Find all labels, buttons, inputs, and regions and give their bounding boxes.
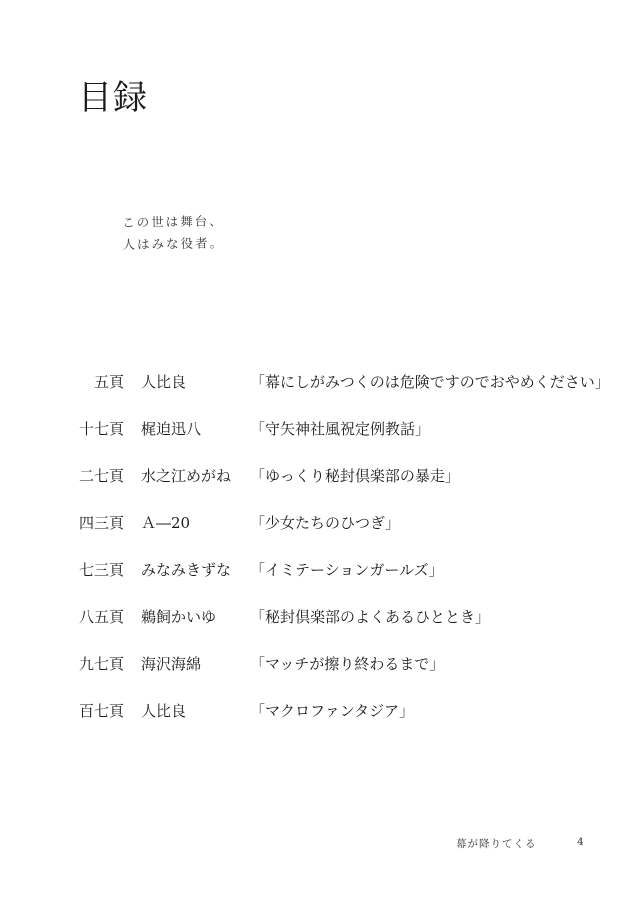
- running-footer-title: 幕が降りてくる: [456, 838, 537, 850]
- toc-author: 人比良: [141, 702, 187, 720]
- toc-work-title: 「秘封倶楽部のよくあるひととき」: [250, 608, 491, 626]
- toc-page-number: 百七頁: [78, 702, 124, 720]
- toc-work-title: 「イミテーションガールズ」: [250, 561, 444, 579]
- toc-author: 梶迫迅八: [141, 420, 202, 438]
- toc-page-number: 四三頁: [78, 514, 124, 532]
- toc-author: 海沢海綿: [141, 655, 202, 673]
- toc-work-title: 「ゆっくり秘封倶楽部の暴走」: [250, 467, 460, 485]
- toc-work-title: 「幕にしがみつくのは危険ですのでおやめください」: [250, 373, 610, 391]
- toc-page-number: 九七頁: [78, 655, 124, 673]
- table-of-contents: [0, 372, 642, 748]
- handwritten-epigraph: [122, 210, 224, 256]
- toc-author: みなみきずな: [141, 561, 232, 579]
- toc-work-title: 「マクロファンタジア」: [250, 702, 415, 720]
- epigraph-line: 人はみな役者。: [122, 235, 225, 252]
- toc-work-title: 「守矢神社風祝定例教話」: [250, 420, 431, 438]
- toc-entry: [0, 466, 642, 513]
- toc-page-number: 七三頁: [78, 561, 124, 579]
- toc-author: 人比良: [141, 373, 187, 391]
- toc-entry: [0, 419, 642, 466]
- page-number: 4: [577, 836, 584, 848]
- toc-entry: [0, 513, 642, 560]
- toc-author: 水之江めがね: [141, 467, 232, 485]
- epigraph-line: この世は舞台、: [122, 213, 224, 230]
- toc-entry: [0, 607, 642, 654]
- toc-entry: [0, 372, 642, 419]
- toc-entry: [0, 654, 642, 701]
- toc-author: Ａ―20: [141, 514, 191, 532]
- toc-entry: [0, 560, 642, 607]
- toc-page-number: 十七頁: [78, 420, 124, 438]
- toc-page-number: 八五頁: [78, 608, 124, 626]
- toc-page-number: 五頁: [93, 373, 124, 391]
- toc-work-title: 「マッチが擦り終わるまで」: [250, 655, 445, 673]
- toc-entry: [0, 701, 642, 748]
- toc-author: 鵜飼かいゆ: [141, 608, 217, 626]
- page-title: 目録: [78, 78, 148, 118]
- toc-work-title: 「少女たちのひつぎ」: [250, 514, 401, 532]
- toc-page-number: 二七頁: [78, 467, 124, 485]
